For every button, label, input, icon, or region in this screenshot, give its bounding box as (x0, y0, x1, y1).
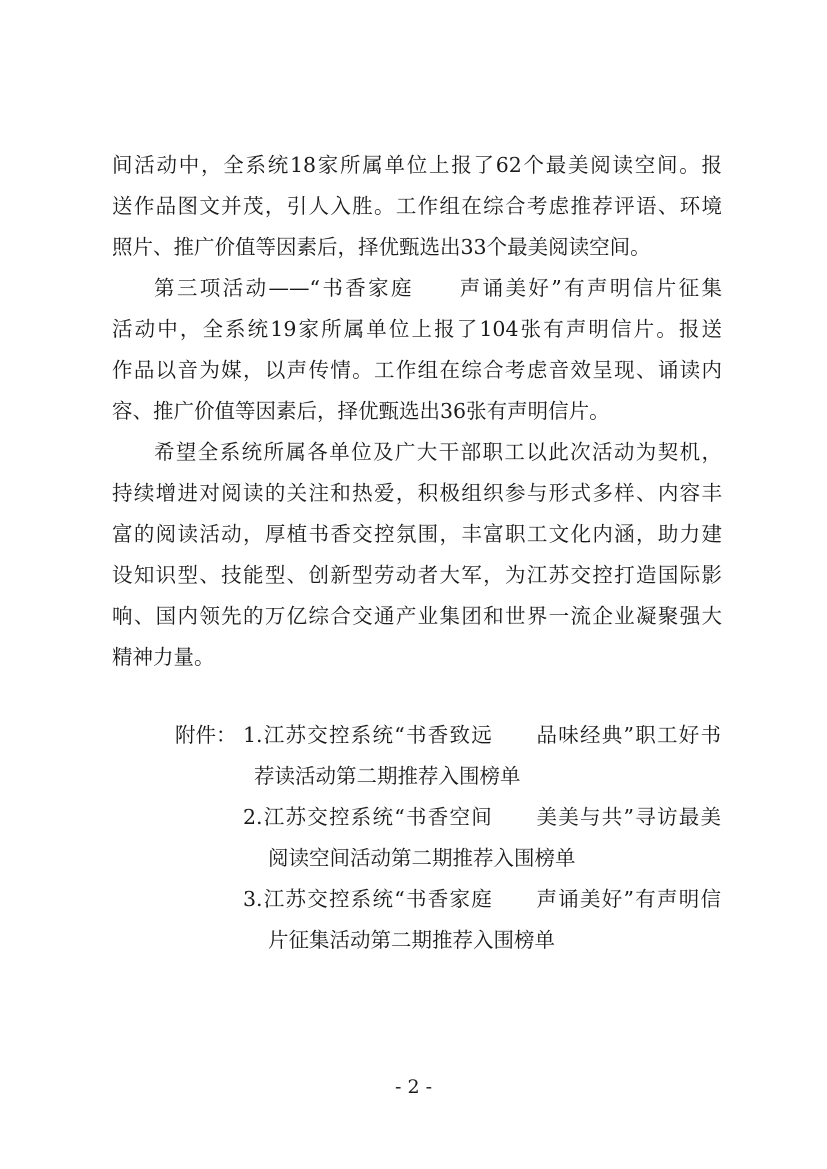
paragraph-line: 活动中，全系统19家所属单位上报了104张有声明信片。报送 (112, 317, 722, 341)
attachment-label: 附件： (175, 723, 237, 747)
paragraph-line: 间活动中，全系统18家所属单位上报了62个最美阅读空间。报 (112, 153, 722, 177)
paragraph-line: 容、推广价值等因素后，择优甄选出36张有声明信片。 (112, 399, 610, 423)
paragraph-line: 第三项活动——“书香家庭 声诵美好”有声明信片征集 (154, 276, 722, 300)
paragraph-line: 响、国内领先的万亿综合交通产业集团和世界一流企业凝聚强大 (112, 604, 722, 628)
paragraph-line: 持续增进对阅读的关注和热爱，积极组织参与形式多样、内容丰 (112, 481, 722, 505)
paragraph-line: 富的阅读活动，厚植书香交控氛围，丰富职工文化内涵，助力建 (112, 522, 722, 546)
attachment-item-1-cont: 荐读活动第二期推荐入围榜单 (254, 764, 521, 788)
paragraph-line: 精神力量。 (112, 645, 215, 669)
attachment-item-3: 3.江苏交控系统“书香家庭 声诵美好”有声明信 (243, 887, 721, 911)
attachment-item-2: 2.江苏交控系统“书香空间 美美与共”寻访最美 (243, 805, 721, 829)
paragraph-line: 照片、推广价值等因素后，择优甄选出33个最美阅读空间。 (112, 235, 651, 259)
attachment-item-2-cont: 阅读空间活动第二期推荐入围榜单 (268, 846, 576, 870)
paragraph-line: 送作品图文并茂，引人入胜。工作组在综合考虑推荐评语、环境 (112, 194, 722, 218)
paragraph-line: 希望全系统所属各单位及广大干部职工以此次活动为契机， (154, 440, 722, 464)
paragraph-line: 作品以音为媒，以声传情。工作组在综合考虑音效呈现、诵读内 (112, 358, 722, 382)
paragraph-line: 设知识型、技能型、创新型劳动者大军，为江苏交控打造国际影 (112, 563, 722, 587)
page-number: - 2 - (394, 1076, 432, 1098)
attachment-item-3-cont: 片征集活动第二期推荐入围榜单 (268, 928, 555, 952)
attachment-item-1: 1.江苏交控系统“书香致远 品味经典”职工好书 (243, 723, 721, 747)
